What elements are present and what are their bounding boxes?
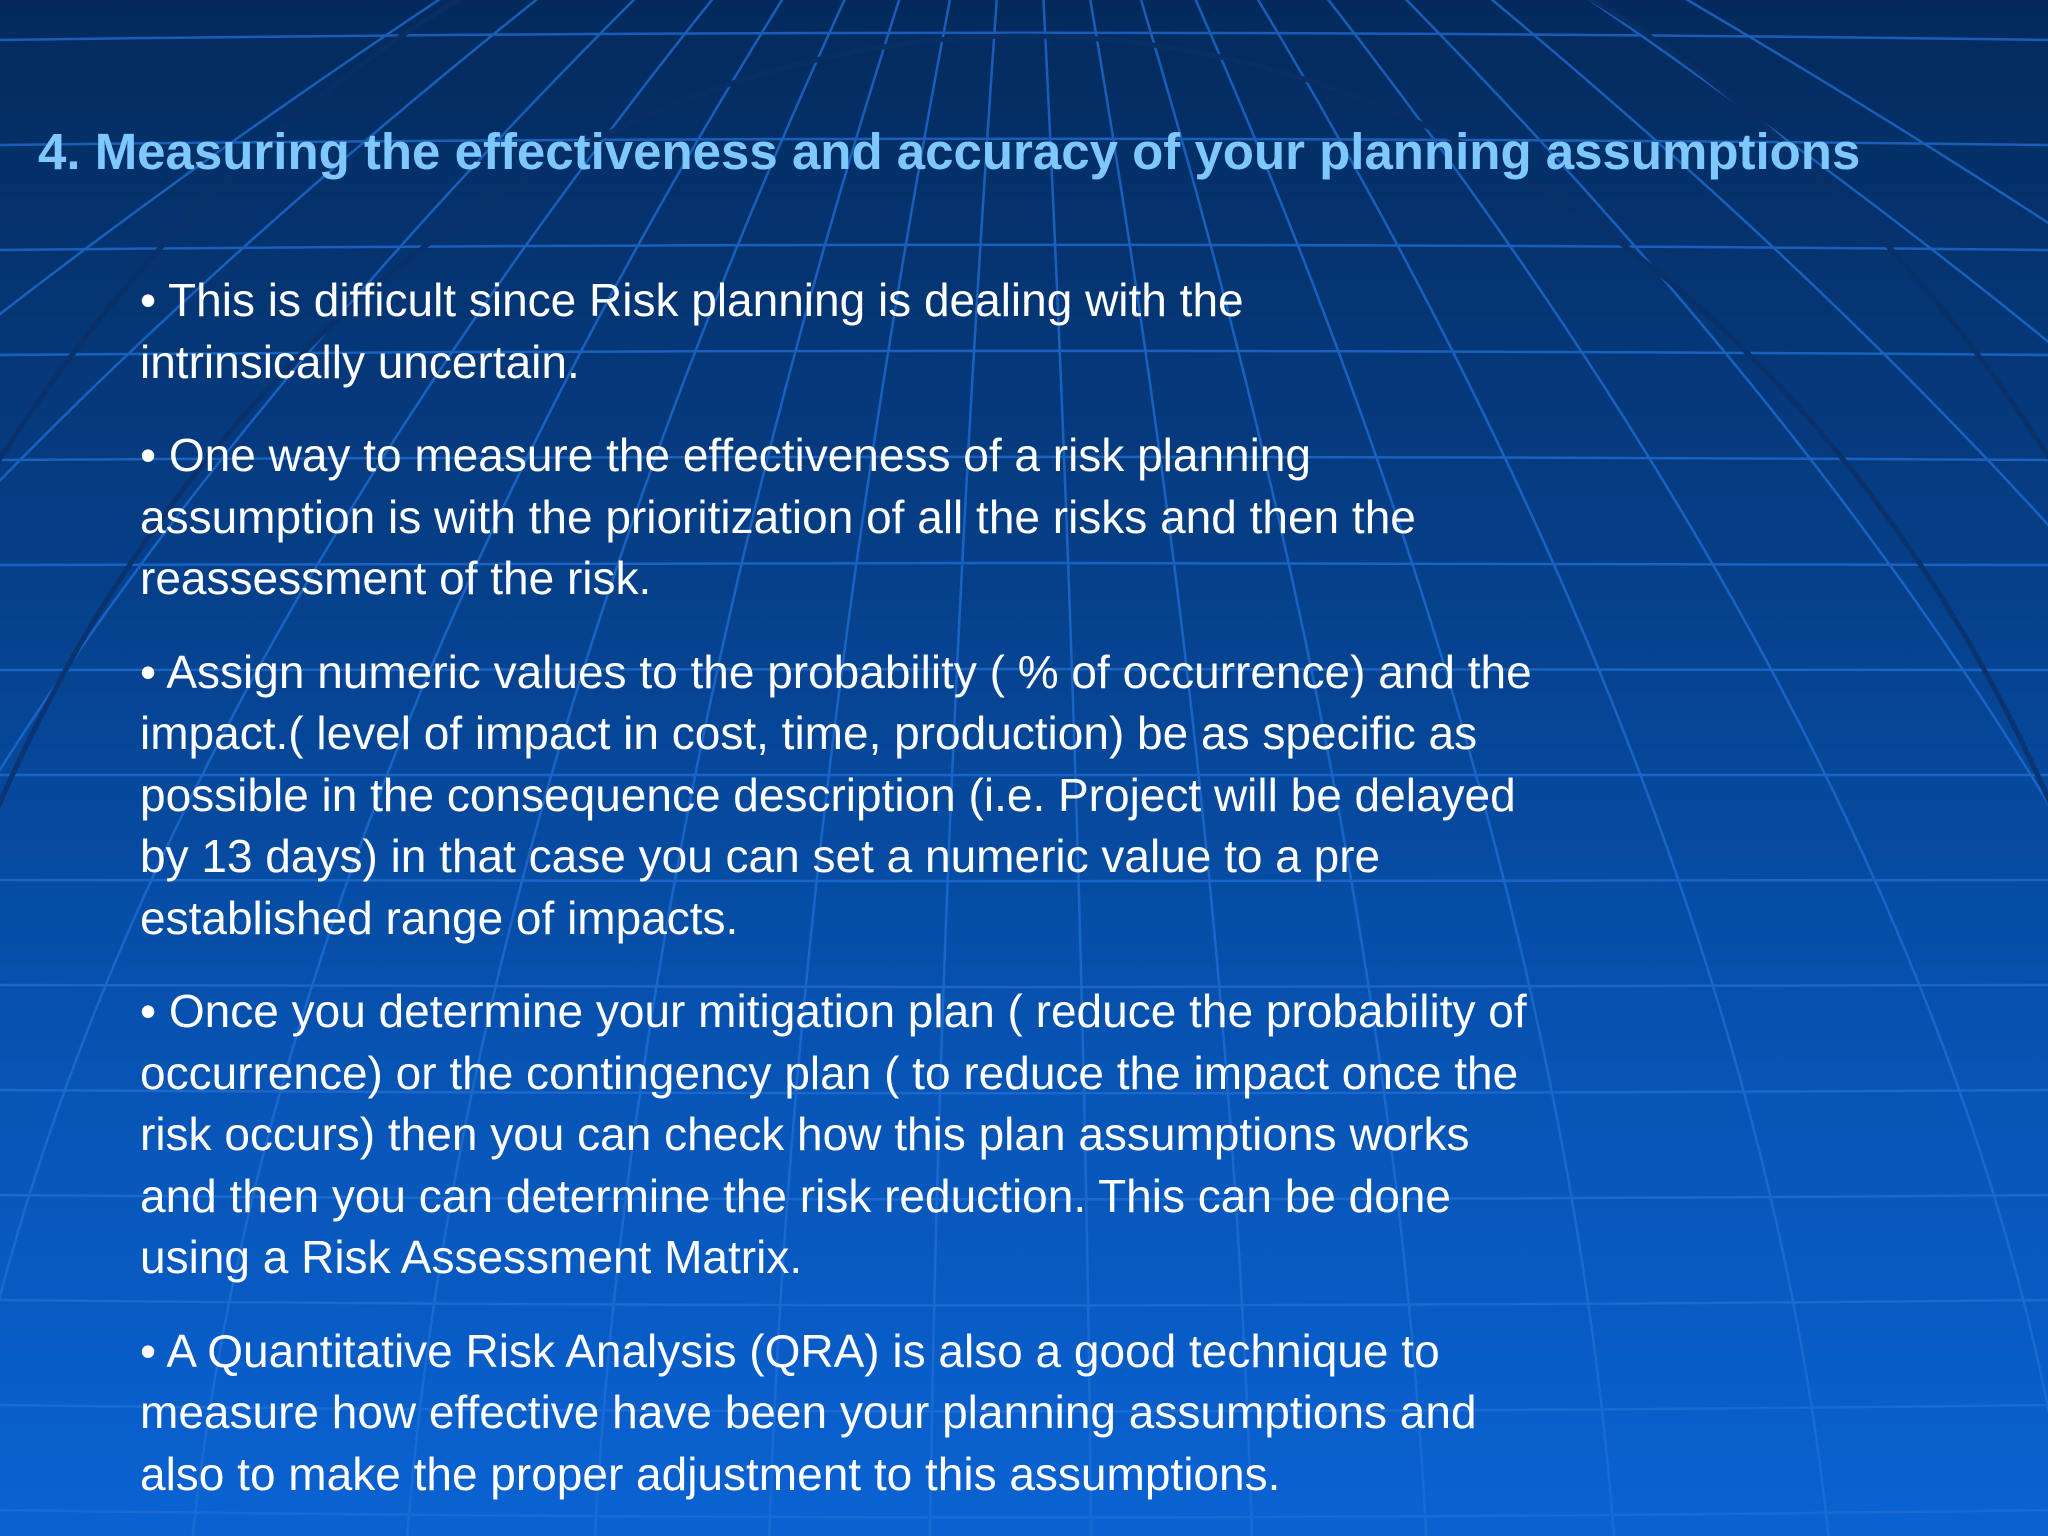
bullet-item: • This is difficult since Risk planning is dealing with the intrinsically uncertain. — [140, 274, 1244, 388]
bullet-item: • One way to measure the effectiveness of a risk planning assumption is with the prioritization of all the risks and then the reassessment of the risk. — [140, 429, 1416, 604]
bullet-item: • Once you determine your mitigation plan ( reduce the probability of occurrence) or the contingency plan ( to reduce the impact once the risk occurs) then you can check how this plan assumptions works and then you can determine the risk reduction. This can be done using a Risk Assessment Matrix. — [140, 985, 1527, 1283]
slide-title: 4. Measuring the effectiveness and accuracy of your planning assumptions — [38, 123, 1861, 180]
bullet-item: • Assign numeric values to the probability ( % of occurrence) and the impact.( level of impact in cost, time, production) be as specific as possible in the consequence description (i.e. Project will be delayed by 13 days) in that case you can set a numeric value to a pre established range of impacts. — [140, 645, 1532, 944]
grid-parallel-line — [0, 245, 2048, 250]
bullet-list — [140, 270, 1780, 1536]
bullet-item: • A Quantitative Risk Analysis (QRA) is also a good technique to measure how effective have been your planning assumptions and also to make the proper adjustment to this assumptions. — [140, 1324, 1477, 1500]
